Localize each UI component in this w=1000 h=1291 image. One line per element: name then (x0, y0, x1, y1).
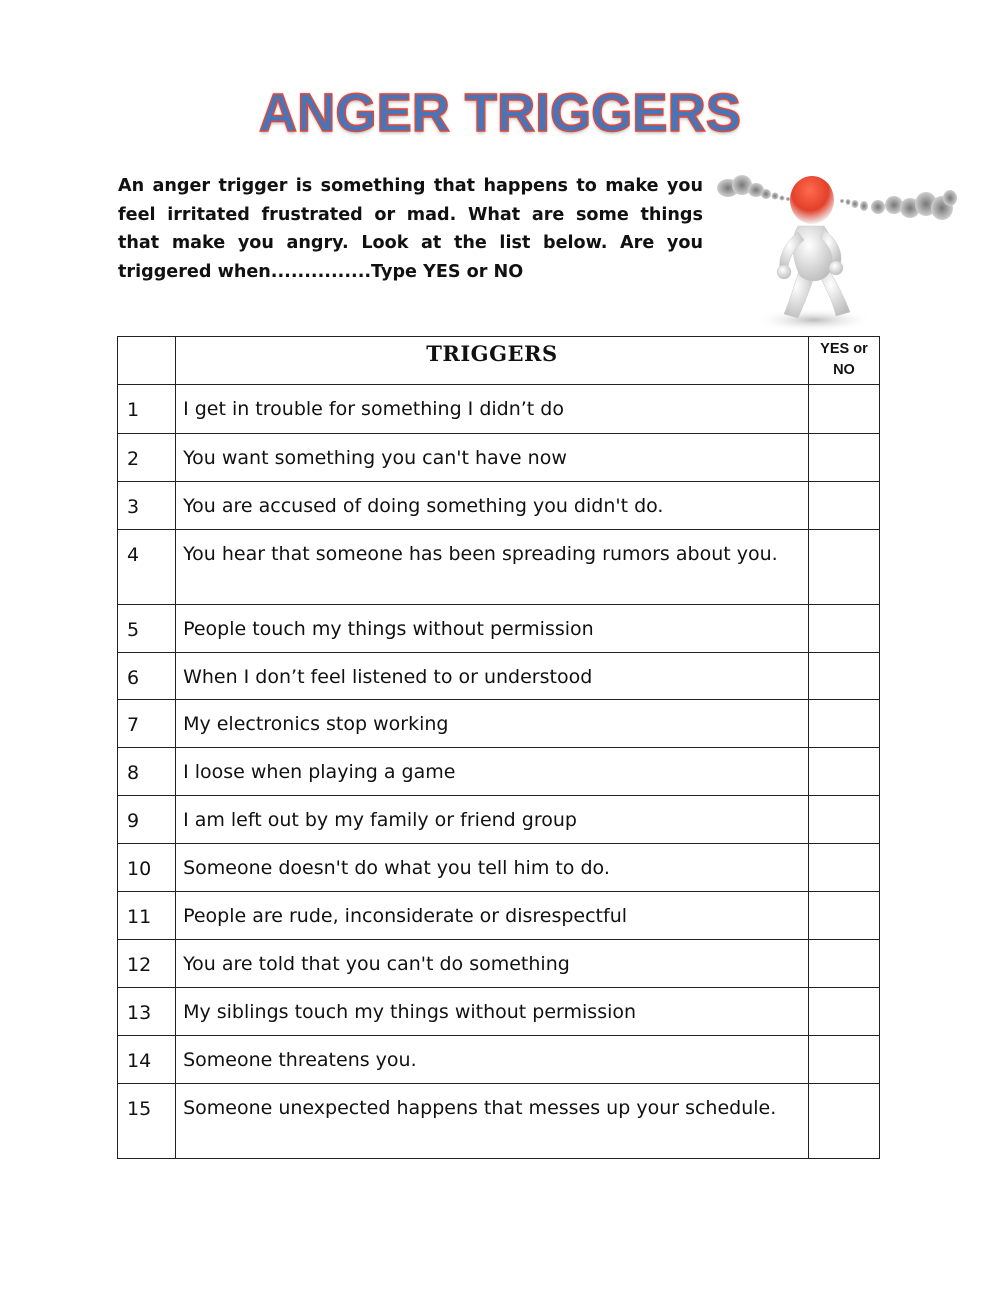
row-trigger-text: My electronics stop working (176, 700, 809, 748)
answer-input[interactable] (808, 605, 879, 653)
page-title: ANGER TRIGGERS (258, 83, 742, 143)
table-row (118, 434, 880, 482)
answer-input[interactable] (808, 385, 879, 434)
row-number: 9 (118, 796, 176, 844)
row-number: 15 (118, 1084, 176, 1159)
angry-figure-illustration (714, 168, 959, 333)
table-row (118, 940, 880, 988)
table-row (118, 385, 880, 434)
answer-field[interactable] (809, 434, 879, 455)
row-number: 5 (118, 605, 176, 653)
row-trigger-text: You want something you can't have now (176, 434, 809, 482)
answer-input[interactable] (808, 940, 879, 988)
table-row (118, 988, 880, 1036)
smoke-left-icon (717, 175, 790, 201)
row-trigger-text: People are rude, inconsiderate or disrespectful (176, 892, 809, 940)
table-row (118, 892, 880, 940)
row-trigger-text: I am left out by my family or friend group (176, 796, 809, 844)
answer-input[interactable] (808, 530, 879, 605)
header-number-cell (118, 337, 176, 385)
answer-input[interactable] (808, 653, 879, 700)
answer-field[interactable] (809, 1036, 879, 1057)
table-row (118, 605, 880, 653)
answer-input[interactable] (808, 892, 879, 940)
answer-field[interactable] (809, 748, 879, 769)
answer-field[interactable] (809, 530, 879, 551)
table-row (118, 700, 880, 748)
header-triggers: TRIGGERS (176, 337, 809, 385)
row-number: 3 (118, 482, 176, 530)
answer-field[interactable] (809, 482, 879, 503)
answer-input[interactable] (808, 482, 879, 530)
answer-input[interactable] (808, 988, 879, 1036)
smoke-right-icon (840, 190, 957, 220)
row-number: 14 (118, 1036, 176, 1084)
row-number: 13 (118, 988, 176, 1036)
triggers-table (117, 336, 880, 1159)
answer-field[interactable] (809, 844, 879, 865)
row-trigger-text: Someone threatens you. (176, 1036, 809, 1084)
row-trigger-text: Someone unexpected happens that messes up your schedule. (176, 1084, 809, 1159)
row-number: 11 (118, 892, 176, 940)
table-row (118, 482, 880, 530)
table-row (118, 653, 880, 700)
row-trigger-text: I loose when playing a game (176, 748, 809, 796)
row-trigger-text: When I don’t feel listened to or understood (176, 653, 809, 700)
row-trigger-text: You are told that you can't do something (176, 940, 809, 988)
row-number: 12 (118, 940, 176, 988)
answer-input[interactable] (808, 1084, 879, 1159)
table-header-row (118, 337, 880, 385)
row-trigger-text: I get in trouble for something I didn’t do (176, 385, 809, 434)
table-row (118, 748, 880, 796)
row-number: 4 (118, 530, 176, 605)
table-row (118, 796, 880, 844)
answer-field[interactable] (809, 988, 879, 1009)
answer-field[interactable] (809, 1084, 879, 1105)
answer-field[interactable] (809, 700, 879, 721)
intro-paragraph: An anger trigger is something that happens to make you feel irritated frustrated or mad. What are some things that make you angry. Look at the list below. Are you triggered when...............Type YES or NO (118, 176, 703, 282)
answer-field[interactable] (809, 796, 879, 817)
row-trigger-text: You hear that someone has been spreading rumors about you. (176, 530, 809, 605)
row-number: 2 (118, 434, 176, 482)
table-row (118, 1036, 880, 1084)
row-number: 10 (118, 844, 176, 892)
row-trigger-text: You are accused of doing something you didn't do. (176, 482, 809, 530)
answer-field[interactable] (809, 385, 879, 406)
header-yes-or-no: YES or NO (808, 337, 879, 385)
row-trigger-text: My siblings touch my things without permission (176, 988, 809, 1036)
answer-input[interactable] (808, 844, 879, 892)
table-row (118, 844, 880, 892)
table-row (118, 1084, 880, 1159)
row-number: 1 (118, 385, 176, 434)
answer-input[interactable] (808, 434, 879, 482)
answer-field[interactable] (809, 605, 879, 626)
row-number: 7 (118, 700, 176, 748)
row-trigger-text: People touch my things without permission (176, 605, 809, 653)
row-number: 6 (118, 653, 176, 700)
answer-field[interactable] (809, 653, 879, 674)
row-trigger-text: Someone doesn't do what you tell him to do. (176, 844, 809, 892)
answer-input[interactable] (808, 700, 879, 748)
answer-field[interactable] (809, 940, 879, 961)
answer-input[interactable] (808, 748, 879, 796)
answer-field[interactable] (809, 892, 879, 913)
row-number: 8 (118, 748, 176, 796)
answer-input[interactable] (808, 796, 879, 844)
answer-input[interactable] (808, 1036, 879, 1084)
table-row (118, 530, 880, 605)
